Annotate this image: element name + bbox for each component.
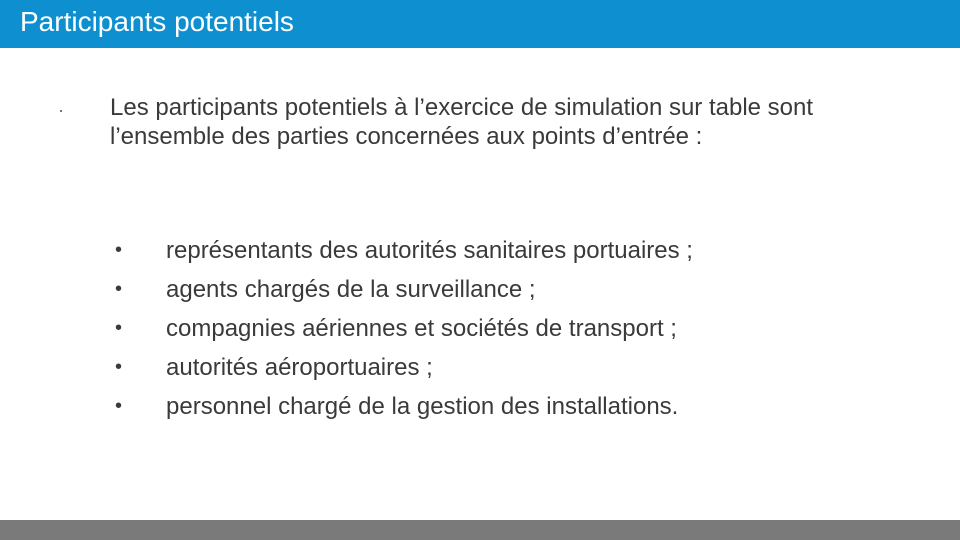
intro-paragraph: Les participants potentiels à l’exercice de simulation sur table sont l’ensemble des parties concernées aux points d’entrée : bbox=[110, 94, 814, 150]
title-bar bbox=[0, 0, 960, 48]
list-item-text: agents chargés de la surveillance ; bbox=[166, 276, 536, 303]
page-title: Participants potentiels bbox=[20, 6, 294, 37]
list-item-text: autorités aéroportuaires ; bbox=[166, 354, 433, 381]
intro-marker bbox=[60, 110, 62, 112]
list-item-text: personnel chargé de la gestion des installations. bbox=[166, 393, 679, 420]
bullet-icon: • bbox=[115, 278, 123, 300]
bullet-icon: • bbox=[115, 239, 123, 261]
list-item-text: compagnies aériennes et sociétés de transport ; bbox=[166, 315, 677, 342]
bullet-icon: • bbox=[115, 356, 123, 378]
bullet-icon: • bbox=[115, 317, 123, 339]
list-item-text: représentants des autorités sanitaires portuaires ; bbox=[166, 237, 693, 264]
bullet-icon: • bbox=[115, 395, 123, 417]
footer-bar bbox=[0, 520, 960, 540]
